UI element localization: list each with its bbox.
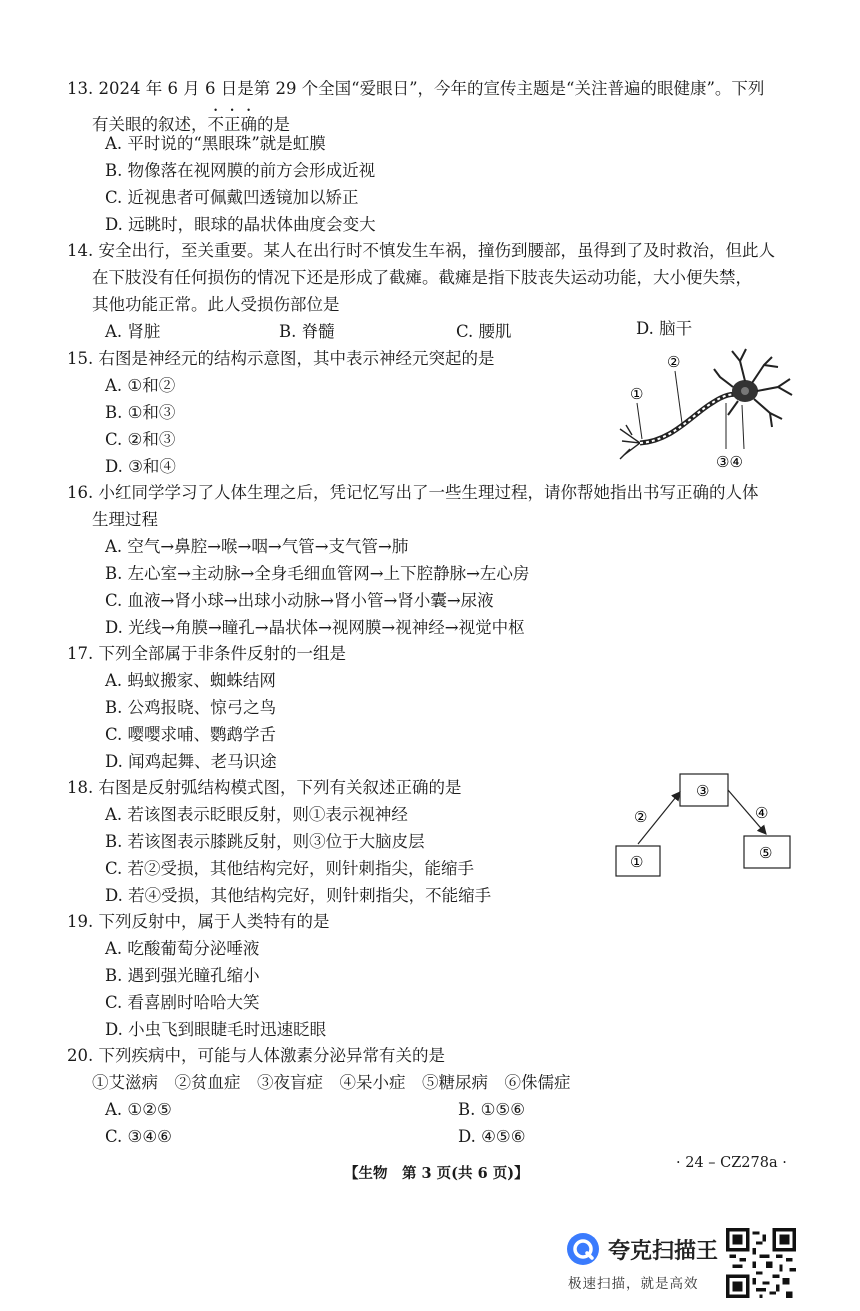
q17-stem: 17. 下列全部属于非条件反射的一组是 (67, 644, 346, 663)
q14-option-b: B. 脊髓 (279, 322, 335, 341)
q14-option-d: D. 脑干 (636, 319, 693, 338)
scanner-brand-name: 夸克扫描王 (608, 1239, 719, 1264)
q20-option-d: D. ④⑤⑥ (458, 1127, 526, 1146)
q14-option-a: A. 肾脏 (105, 322, 161, 341)
q17-option-a: A. 蚂蚁搬家、蜘蛛结网 (105, 671, 276, 690)
q19-option-b: B. 遇到强光瞳孔缩小 (105, 966, 260, 985)
reflex-label-4: ④ (755, 804, 769, 822)
neuron-label-34: ③④ (716, 453, 743, 471)
q13-stem-line2 (92, 106, 290, 136)
q14-stem-line3: 其他功能正常。此人受损伤部位是 (92, 295, 340, 314)
q13-stem-line1: 13. 2024 年 6 月 6 日是第 29 个全国“爱眼日”，今年的宣传主题是“关注普遍的眼健康”。下列 (67, 79, 765, 98)
page-number-label: 【生物 第 3 页(共 6 页)】 (344, 1165, 529, 1182)
neuron-label-2: ② (667, 353, 681, 371)
q16-stem-line2: 生理过程 (92, 510, 158, 529)
q13-emphasis: 不正确 (207, 115, 257, 134)
q18-option-c: C. 若②受损，其他结构完好，则针刺指尖，能缩手 (105, 859, 475, 878)
q16-option-a: A. 空气→鼻腔→喉→咽→气管→支气管→肺 (105, 537, 409, 556)
q13-option-c: C. 近视患者可佩戴凹透镜加以矫正 (105, 188, 359, 207)
reflex-arc-diagram (610, 770, 800, 882)
scanner-slogan: 极速扫描，就是高效 (568, 1276, 699, 1292)
q14-stem-line2: 在下肢没有任何损伤的情况下还是形成了截瘫。截瘫是指下肢丧失运动功能，大小便失禁， (92, 268, 752, 287)
reflex-label-1: ① (630, 853, 644, 871)
q14-option-c: C. 腰肌 (456, 322, 512, 341)
q14-stem-line1: 14. 安全出行，至关重要。某人在出行时不慎发生车祸，撞伤到腰部，虽得到了及时救治，但此人 (67, 241, 775, 260)
scanner-logo-icon (566, 1232, 600, 1266)
q17-option-b: B. 公鸡报晓、惊弓之鸟 (105, 698, 277, 717)
q20-option-b: B. ①⑤⑥ (458, 1100, 525, 1119)
q20-option-a: A. ①②⑤ (105, 1100, 172, 1119)
q19-option-d: D. 小虫飞到眼睫毛时迅速眨眼 (105, 1020, 327, 1039)
q18-option-a: A. 若该图表示眨眼反射，则①表示视神经 (105, 805, 408, 824)
q18-option-d: D. 若④受损，其他结构完好，则针刺指尖，不能缩手 (105, 886, 492, 905)
qr-code-icon (726, 1228, 796, 1298)
reflex-label-5: ⑤ (759, 844, 773, 862)
q15-option-a: A. ①和② (105, 376, 176, 395)
reflex-label-2: ② (634, 808, 648, 826)
q19-option-c: C. 看喜剧时哈哈大笑 (105, 993, 260, 1012)
q15-stem: 15. 右图是神经元的结构示意图，其中表示神经元突起的是 (67, 349, 495, 368)
q16-option-c: C. 血液→肾小球→出球小动脉→肾小管→肾小囊→尿液 (105, 591, 494, 610)
q18-option-b: B. 若该图表示膝跳反射，则③位于大脑皮层 (105, 832, 425, 851)
q13-stem-post: 的是 (257, 115, 290, 134)
neuron-diagram (612, 343, 802, 473)
q20-option-c: C. ③④⑥ (105, 1127, 172, 1146)
q13-option-a: A. 平时说的“黑眼珠”就是虹膜 (105, 134, 326, 153)
q19-stem: 19. 下列反射中，属于人类特有的是 (67, 912, 330, 931)
q13-option-b: B. 物像落在视网膜的前方会形成近视 (105, 161, 376, 180)
reflex-label-3: ③ (696, 782, 710, 800)
scanner-watermark (566, 1232, 726, 1302)
q16-stem-line1: 16. 小红同学学习了人体生理之后，凭记忆写出了一些生理过程，请你帮她指出书写正确的人体 (67, 483, 759, 502)
q17-option-d: D. 闻鸡起舞、老马识途 (105, 752, 277, 771)
axon-terminal (620, 425, 640, 459)
neuron-label-1: ① (630, 385, 644, 403)
q18-stem: 18. 右图是反射弧结构模式图，下列有关叙述正确的是 (67, 778, 462, 797)
q16-option-b: B. 左心室→主动脉→全身毛细血管网→上下腔静脉→左心房 (105, 564, 530, 583)
q15-option-b: B. ①和③ (105, 403, 176, 422)
q13-stem-pre: 有关眼的叙述， (92, 115, 208, 134)
q19-option-a: A. 吃酸葡萄分泌唾液 (105, 939, 260, 958)
q15-option-d: D. ③和④ (105, 457, 176, 476)
q20-items: ①艾滋病 ②贫血症 ③夜盲症 ④呆小症 ⑤糖尿病 ⑥侏儒症 (92, 1073, 571, 1092)
q15-option-c: C. ②和③ (105, 430, 176, 449)
q20-stem: 20. 下列疾病中，可能与人体激素分泌异常有关的是 (67, 1046, 445, 1065)
q13-option-d: D. 远眺时，眼球的晶状体曲度会变大 (105, 215, 376, 234)
q17-option-c: C. 嘤嘤求哺、鹦鹉学舌 (105, 725, 277, 744)
exam-code: · 24 – CZ278a · (676, 1155, 787, 1171)
q16-option-d: D. 光线→角膜→瞳孔→晶状体→视网膜→视神经→视觉中枢 (105, 618, 525, 637)
